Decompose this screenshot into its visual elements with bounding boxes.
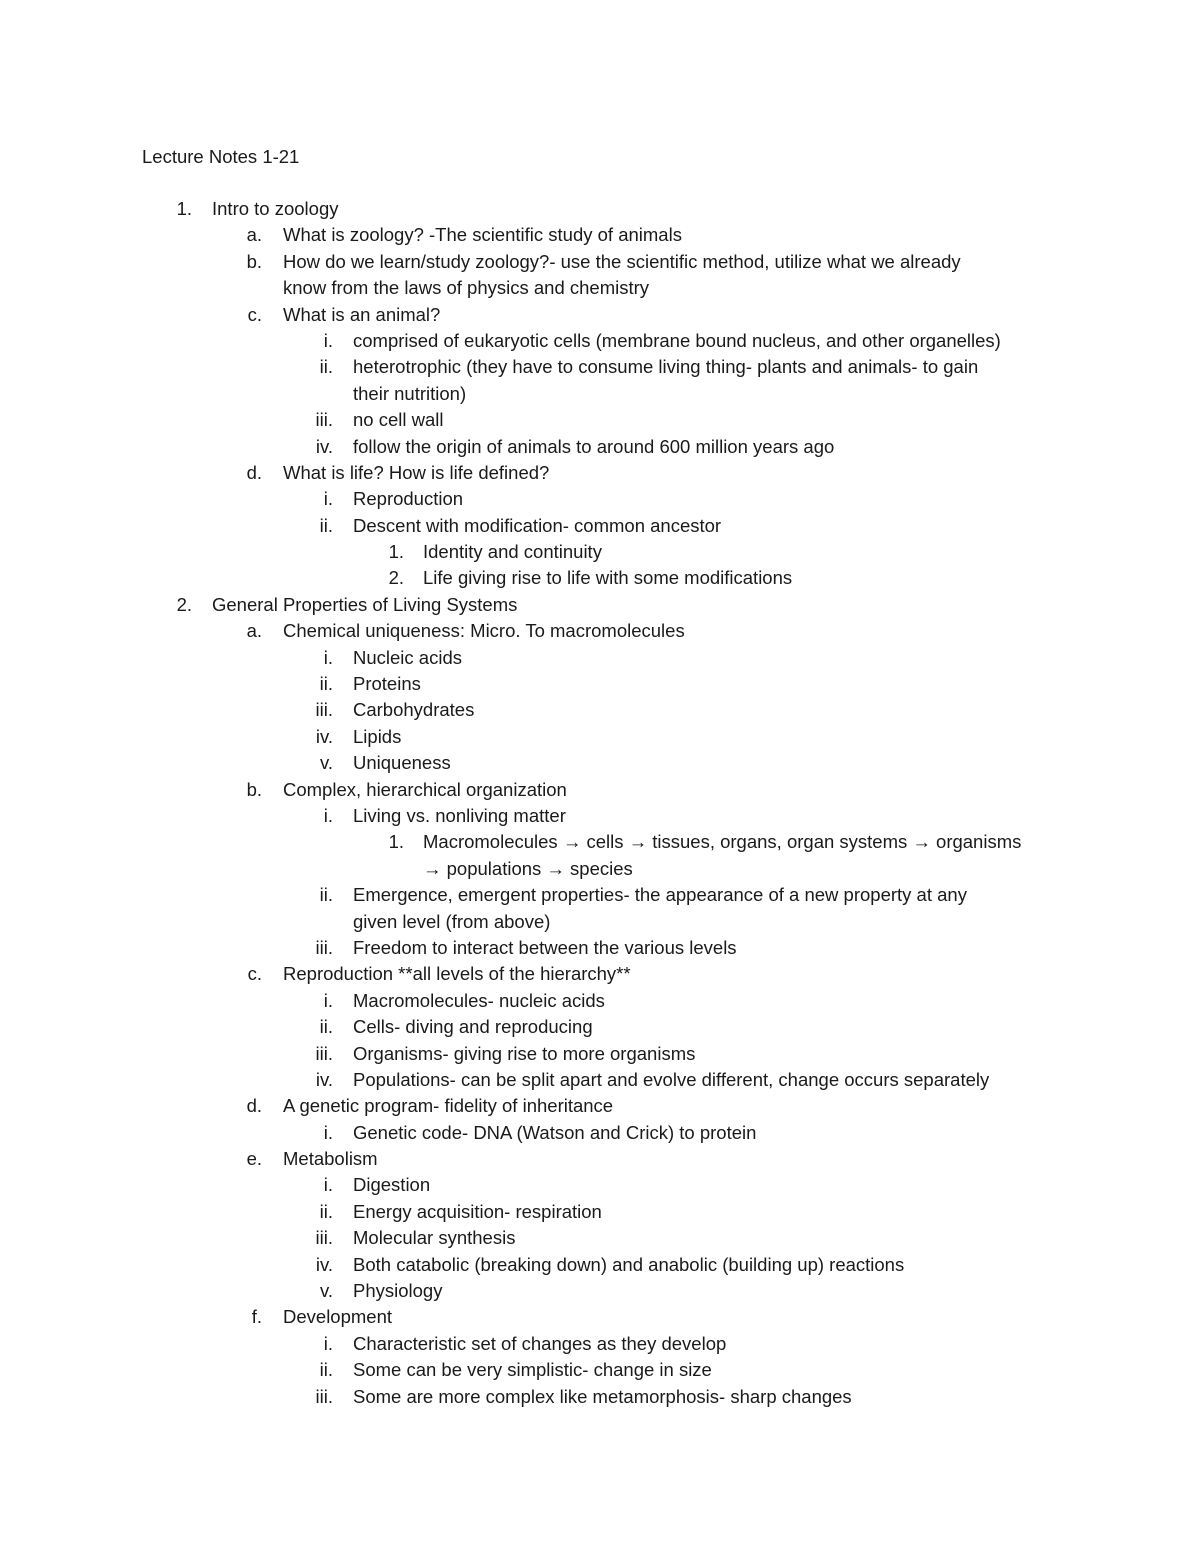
outline-line <box>0 961 1200 987</box>
list-item-text: follow the origin of animals to around 600 million years ago <box>353 435 835 457</box>
list-item-text: Development <box>283 1306 393 1328</box>
list-item-text: heterotrophic (they have to consume living thing- plants and animals- to gain <box>353 356 979 378</box>
list-marker: iii. <box>315 1385 333 1407</box>
list-item-text: Freedom to interact between the various levels <box>353 936 737 958</box>
list-item-text: Lipids <box>353 725 402 747</box>
list-item-text: Digestion <box>353 1174 431 1196</box>
outline-line <box>0 1384 1200 1410</box>
list-item-text: Metabolism <box>283 1148 378 1170</box>
outline-line <box>0 434 1200 460</box>
document-title: Lecture Notes 1-21 <box>142 146 300 167</box>
outline-line <box>0 1014 1200 1040</box>
list-marker: i. <box>323 488 333 510</box>
list-marker: 2. <box>176 593 192 615</box>
list-marker: b. <box>246 778 262 800</box>
list-marker: iv. <box>315 725 333 747</box>
outline-line <box>0 1199 1200 1225</box>
outline-line <box>0 829 1200 855</box>
list-marker: 1. <box>176 198 192 219</box>
list-item-text: Populations- can be split apart and evolve different, change occurs separately <box>353 1068 990 1090</box>
list-item-text: Genetic code- DNA (Watson and Crick) to protein <box>353 1121 757 1143</box>
list-marker: a. <box>246 224 262 246</box>
outline-line <box>0 328 1200 354</box>
outline-line <box>0 407 1200 433</box>
list-item-text: Physiology <box>353 1280 443 1302</box>
list-marker: d. <box>246 1095 262 1117</box>
outline-line <box>0 275 1200 301</box>
outline-line <box>0 697 1200 723</box>
outline-line <box>0 302 1200 328</box>
list-marker: i. <box>323 1332 333 1354</box>
outline-line <box>0 1146 1200 1172</box>
list-marker: iv. <box>315 435 333 457</box>
outline-line <box>0 909 1200 935</box>
list-marker: i. <box>323 804 333 826</box>
list-marker: ii. <box>319 1016 333 1038</box>
list-item-text: Some are more complex like metamorphosis- sharp changes <box>353 1385 852 1407</box>
list-item-text: Characteristic set of changes as they develop <box>353 1332 727 1354</box>
outline-line <box>0 856 1200 882</box>
list-item-text: Emergence, emergent properties- the appearance of a new property at any <box>353 884 967 906</box>
list-marker: i. <box>323 989 333 1011</box>
list-item-text: Some can be very simplistic- change in size <box>353 1359 712 1381</box>
list-marker: iii. <box>315 1042 333 1064</box>
list-item-text: Carbohydrates <box>353 699 475 721</box>
list-marker: ii. <box>319 1200 333 1222</box>
list-marker: 1. <box>388 541 404 563</box>
list-marker: a. <box>246 620 262 642</box>
list-item-text: Chemical uniqueness: Micro. To macromolecules <box>283 620 685 642</box>
list-marker: iv. <box>315 1068 333 1090</box>
outline-line <box>0 592 1200 618</box>
list-item-text: Life giving rise to life with some modifications <box>423 567 793 589</box>
list-item-text: What is an animal? <box>283 303 441 325</box>
notes-outline <box>0 196 1200 1410</box>
outline-line <box>0 539 1200 565</box>
list-item-text: given level (from above) <box>353 910 551 932</box>
list-item-text: Identity and continuity <box>423 541 602 563</box>
outline-line <box>0 222 1200 248</box>
outline-line <box>0 1278 1200 1304</box>
outline-line <box>0 645 1200 671</box>
list-item-text: Descent with modification- common ancestor <box>353 514 722 536</box>
list-item-text: A genetic program- fidelity of inheritance <box>283 1095 614 1117</box>
list-marker: ii. <box>319 673 333 695</box>
list-marker: 1. <box>388 831 404 853</box>
outline-line <box>0 1252 1200 1278</box>
list-item-text: Molecular synthesis <box>353 1227 516 1249</box>
list-item-text: comprised of eukaryotic cells (membrane bound nucleus, and other organelles) <box>353 329 1001 351</box>
list-marker: i. <box>323 329 333 351</box>
list-marker: 2. <box>388 567 404 589</box>
list-marker: iii. <box>315 1227 333 1249</box>
list-marker: i. <box>323 646 333 668</box>
outline-line <box>0 513 1200 539</box>
list-marker: i. <box>323 1174 333 1196</box>
list-item-text: Organisms- giving rise to more organisms <box>353 1042 696 1064</box>
list-marker: d. <box>246 461 262 483</box>
list-item-text: Proteins <box>353 673 421 695</box>
outline-line <box>0 1331 1200 1357</box>
list-item-text: Energy acquisition- respiration <box>353 1200 602 1222</box>
outline-line <box>0 1225 1200 1251</box>
list-marker: iii. <box>315 699 333 721</box>
list-item-text: Cells- diving and reproducing <box>353 1016 593 1038</box>
list-item-text: their nutrition) <box>353 382 467 404</box>
list-item-text: Macromolecules- nucleic acids <box>353 989 605 1011</box>
outline-line <box>0 935 1200 961</box>
outline-line <box>0 460 1200 486</box>
outline-line <box>0 1120 1200 1146</box>
list-item-text: → populations → species <box>423 857 633 879</box>
list-marker: ii. <box>319 884 333 906</box>
list-marker: f. <box>251 1306 262 1328</box>
outline-line <box>0 1172 1200 1198</box>
list-marker: ii. <box>319 356 333 378</box>
outline-line <box>0 249 1200 275</box>
list-marker: iii. <box>315 409 333 431</box>
outline-line <box>0 354 1200 380</box>
list-item-text: Uniqueness <box>353 752 451 774</box>
list-marker: c. <box>247 963 262 985</box>
list-item-text: Reproduction **all levels of the hierarchy** <box>283 963 631 985</box>
outline-line <box>0 1067 1200 1093</box>
outline-line <box>0 565 1200 591</box>
outline-line <box>0 1093 1200 1119</box>
outline-line <box>0 803 1200 829</box>
list-item-text: Living vs. nonliving matter <box>353 804 566 826</box>
list-item-text: Macromolecules → cells → tissues, organs, organ systems → organisms <box>423 831 1022 853</box>
list-item-text: no cell wall <box>353 409 444 431</box>
outline-line <box>0 486 1200 512</box>
list-marker: ii. <box>319 1359 333 1381</box>
outline-line <box>0 1357 1200 1383</box>
outline-line <box>0 750 1200 776</box>
list-item-text: know from the laws of physics and chemistry <box>283 277 650 299</box>
outline-line <box>0 196 1200 222</box>
outline-line <box>0 988 1200 1014</box>
list-marker: iii. <box>315 936 333 958</box>
list-marker: iv. <box>315 1253 333 1275</box>
outline-line <box>0 671 1200 697</box>
outline-line <box>0 1041 1200 1067</box>
list-item-text: Both catabolic (breaking down) and anabolic (building up) reactions <box>353 1253 905 1275</box>
list-marker: v. <box>319 752 333 774</box>
list-item-text: Intro to zoology <box>212 198 339 219</box>
list-marker: e. <box>246 1148 262 1170</box>
list-item-text: How do we learn/study zoology?- use the scientific method, utilize what we already <box>283 250 961 272</box>
outline-line <box>0 381 1200 407</box>
outline-line <box>0 618 1200 644</box>
list-marker: ii. <box>319 514 333 536</box>
list-marker: i. <box>323 1121 333 1143</box>
outline-line <box>0 777 1200 803</box>
list-item-text: Complex, hierarchical organization <box>283 778 567 800</box>
outline-line <box>0 882 1200 908</box>
list-item-text: Reproduction <box>353 488 464 510</box>
list-item-text: What is zoology? -The scientific study of animals <box>283 224 682 246</box>
list-item-text: General Properties of Living Systems <box>212 593 518 615</box>
list-marker: v. <box>319 1280 333 1302</box>
outline-line <box>0 724 1200 750</box>
list-item-text: Nucleic acids <box>353 646 462 668</box>
list-item-text: What is life? How is life defined? <box>283 461 550 483</box>
list-marker: c. <box>247 303 262 325</box>
outline-line <box>0 1304 1200 1330</box>
list-marker: b. <box>246 250 262 272</box>
